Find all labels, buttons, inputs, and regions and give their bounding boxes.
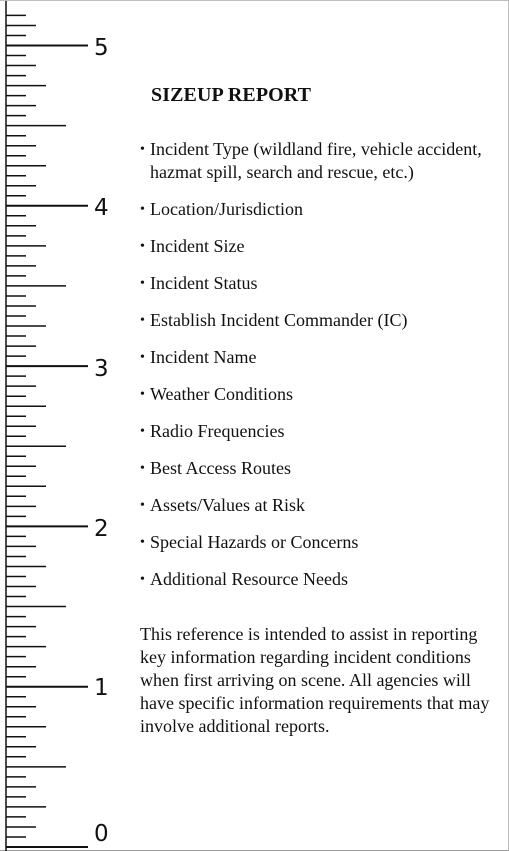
ruler-label-5: 5	[94, 35, 109, 61]
checklist-item-label: Best Access Routes	[150, 458, 291, 478]
bullet-icon: •	[140, 350, 145, 365]
bullet-icon: •	[140, 239, 145, 254]
checklist-item-access-routes	[140, 457, 502, 480]
checklist-item-label: Location/Jurisdiction	[150, 199, 303, 219]
ruler-label-2: 2	[94, 516, 109, 542]
bullet-icon: •	[140, 202, 145, 217]
ruler-label-0: 0	[94, 821, 109, 847]
ruler-label-3: 3	[94, 356, 109, 382]
report-checklist	[140, 138, 502, 605]
checklist-item-incident-size	[140, 235, 502, 258]
ruler-scale	[0, 1, 130, 851]
checklist-item-location	[140, 198, 502, 221]
bullet-icon: •	[140, 572, 145, 587]
checklist-item-label: Radio Frequencies	[150, 421, 285, 441]
checklist-item-label: Incident Type (wildland fire, vehicle accident, hazmat spill, search and rescue, etc.)	[150, 139, 482, 182]
checklist-item-resource-needs	[140, 568, 502, 591]
checklist-item-weather	[140, 383, 502, 406]
report-title: SIZEUP REPORT	[151, 84, 312, 106]
ruler-label-4: 4	[94, 195, 109, 221]
bullet-icon: •	[140, 498, 145, 513]
checklist-item-label: Weather Conditions	[150, 384, 294, 404]
bullet-icon: •	[140, 424, 145, 439]
checklist-item-label: Special Hazards or Concerns	[150, 532, 359, 552]
bullet-icon: •	[140, 142, 145, 157]
bullet-icon: •	[140, 461, 145, 476]
checklist-item-radio-frequencies	[140, 420, 502, 443]
checklist-item-label: Establish Incident Commander (IC)	[150, 310, 408, 330]
checklist-item-label: Incident Size	[150, 236, 245, 256]
ruler-label-1: 1	[94, 675, 109, 701]
checklist-item-label: Incident Name	[150, 347, 257, 367]
checklist-item-incident-name	[140, 346, 502, 369]
checklist-item-incident-commander	[140, 309, 502, 332]
bullet-icon: •	[140, 276, 145, 291]
checklist-item-special-hazards	[140, 531, 502, 554]
checklist-item-incident-status	[140, 272, 502, 295]
checklist-item-incident-type	[140, 138, 502, 184]
bullet-icon: •	[140, 313, 145, 328]
checklist-item-label: Assets/Values at Risk	[150, 495, 305, 515]
checklist-item-assets-at-risk	[140, 494, 502, 517]
bullet-icon: •	[140, 387, 145, 402]
checklist-item-label: Additional Resource Needs	[150, 569, 348, 589]
checklist-item-label: Incident Status	[150, 273, 258, 293]
report-note: This reference is intended to assist in reporting key information regarding incident conditions when first arriving on scene. All agencies will have specific information requirements that may involve additional reports.	[140, 624, 490, 736]
bullet-icon: •	[140, 535, 145, 550]
